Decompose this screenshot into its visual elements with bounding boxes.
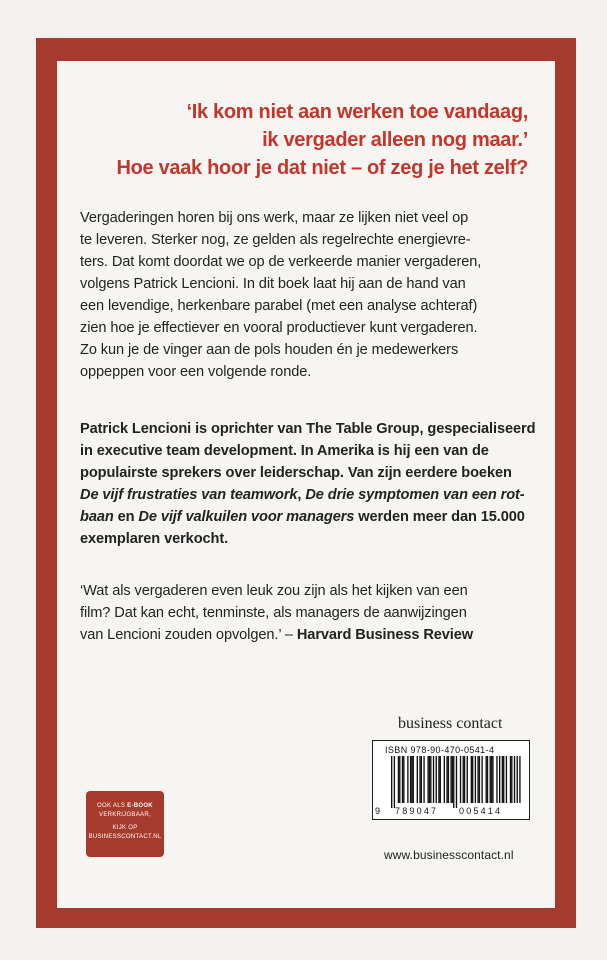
quote-line-3: Hoe vaak hoor je dat niet – of zeg je het zelf?	[116, 157, 528, 179]
barcode-bar	[499, 756, 500, 803]
barcode-bar	[502, 756, 503, 803]
barcode-bar	[419, 756, 420, 803]
barcode-left-digits: 789047	[395, 806, 439, 816]
quote-line-2: ik vergader alleen nog maar.’	[262, 129, 528, 151]
barcode-bar	[514, 756, 515, 803]
barcode-bar	[399, 756, 400, 803]
ebook-line-1	[86, 802, 164, 811]
barcode	[372, 740, 530, 820]
barcode-bar	[496, 756, 497, 803]
barcode-bar	[446, 756, 447, 803]
description-line: een levendige, herkenbare parabel (met een analyse achteraf)	[80, 298, 478, 314]
bio-line: populairste sprekers over leiderschap. Van zijn eerdere boeken	[80, 465, 512, 481]
barcode-bar	[450, 756, 451, 803]
description-line: oppeppen voor een volgende ronde.	[80, 364, 312, 380]
barcode-bar	[486, 756, 487, 803]
barcode-bar	[438, 756, 439, 803]
bio-line	[80, 484, 530, 506]
barcode-bar	[519, 756, 520, 803]
barcode-bar	[487, 756, 488, 803]
review-line: film? Dat kan echt, tenminste, als managers de aanwijzingen	[80, 605, 467, 621]
bio-text: werden meer dan 15.000	[354, 509, 525, 525]
barcode-bar	[479, 756, 480, 803]
description-line: ters. Dat komt doordat we op de verkeerde manier vergaderen,	[80, 254, 482, 270]
description-line: zien hoe je effectiever en vooral productiever kunt vergaderen.	[80, 320, 478, 336]
barcode-bar	[444, 756, 445, 803]
ebook-line-2: VERKRIJGBAAR,	[99, 812, 151, 818]
barcode-bar	[464, 756, 465, 803]
description-line: Zo kun je de vinger aan de pols houden én je medewerkers	[80, 342, 459, 358]
description-line: te leveren. Sterker nog, ze gelden als regelrechte energievre-	[80, 232, 471, 248]
bio-line: exemplaren verkocht.	[80, 531, 229, 547]
barcode-bar	[506, 756, 507, 803]
ebook-line-3: KIJK OP	[112, 825, 138, 831]
review-quote	[80, 580, 530, 646]
barcode-bar	[417, 756, 418, 803]
book-title: De vijf frustraties van teamwork	[80, 487, 298, 503]
review-line: ‘Wat als vergaderen even leuk zou zijn als het kijken van een	[80, 583, 468, 599]
publisher-name: business contact	[398, 715, 503, 732]
ebook-text-bold: E-BOOK	[127, 803, 153, 809]
quote-line-1: ‘Ik kom niet aan werken toe vandaag,	[186, 101, 528, 123]
barcode-bar	[463, 756, 464, 803]
barcode-bar	[403, 756, 404, 803]
barcode-bar	[411, 756, 412, 803]
barcode-bar	[427, 756, 428, 803]
barcode-bar	[402, 756, 403, 803]
barcode-bar	[490, 756, 491, 803]
isbn-number: ISBN 978-90-470-0541-4	[385, 745, 495, 755]
barcode-bar	[430, 756, 431, 803]
book-title-cont: baan	[80, 509, 114, 525]
barcode-bar	[398, 756, 399, 803]
barcode-bar	[472, 756, 473, 803]
book-title: De vijf valkuilen voor managers	[138, 509, 355, 525]
review-source: Harvard Business Review	[296, 627, 474, 643]
barcode-first-digit: 9	[375, 806, 383, 816]
separator: ,	[297, 487, 306, 503]
barcode-bar	[423, 756, 424, 803]
barcode-bar	[517, 756, 518, 803]
barcode-bar	[440, 756, 441, 803]
cover-quote	[82, 98, 528, 182]
barcode-bar	[391, 756, 392, 808]
barcode-bar	[452, 756, 453, 803]
barcode-bar	[467, 756, 468, 803]
book-title: De drie symptomen van een rot-	[305, 487, 525, 503]
barcode-bar	[460, 756, 461, 803]
barcode-bar	[448, 756, 449, 803]
barcode-bars	[379, 756, 525, 808]
review-text: van Lencioni zouden opvolgen.’ –	[80, 627, 297, 643]
barcode-bar	[510, 756, 511, 803]
separator: en	[113, 509, 139, 525]
barcode-bar	[453, 756, 454, 808]
barcode-bar	[481, 756, 482, 803]
barcode-bar	[407, 756, 408, 803]
barcode-bar	[477, 756, 478, 803]
description-line: volgens Patrick Lencioni. In dit boek laat hij aan de hand van	[80, 276, 466, 292]
description-line: Vergaderingen horen bij ons werk, maar ze lijken niet veel op	[80, 210, 469, 226]
barcode-bar	[394, 756, 395, 808]
barcode-bar	[413, 756, 414, 803]
barcode-bar	[410, 756, 411, 803]
barcode-bar	[511, 756, 512, 803]
ebook-text: OOK ALS	[97, 803, 128, 809]
barcode-bar	[471, 756, 472, 803]
barcode-bar	[456, 756, 457, 808]
bio-line	[80, 506, 530, 528]
barcode-bar	[429, 756, 430, 803]
ebook-line-4: BUSINESSCONTACT.NL	[88, 834, 162, 840]
barcode-bar	[421, 756, 422, 803]
bio-line: in executive team development. In Amerika is hij een van de	[80, 443, 489, 459]
barcode-bar	[433, 756, 434, 803]
publisher-website: www.businesscontact.nl	[384, 848, 514, 862]
bio-line: Patrick Lencioni is oprichter van The Table Group, gespecialiseerd	[80, 421, 536, 437]
barcode-bar	[503, 756, 504, 803]
barcode-bar	[491, 756, 492, 803]
book-description	[80, 207, 530, 383]
review-line	[80, 624, 530, 646]
barcode-bar	[492, 756, 493, 803]
author-bio	[80, 418, 536, 550]
barcode-bar	[436, 756, 437, 803]
barcode-bar	[475, 756, 476, 803]
ebook-badge	[86, 791, 164, 857]
barcode-right-digits: 005414	[459, 806, 503, 816]
